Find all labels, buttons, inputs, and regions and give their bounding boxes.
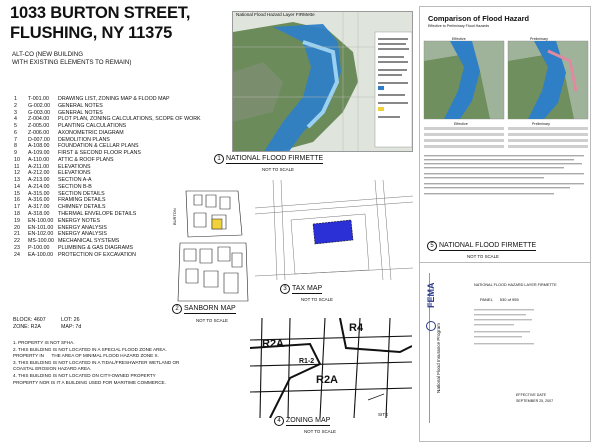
- drawing-list-row: [14, 110, 236, 117]
- map-label: MAP: 7d: [61, 324, 82, 330]
- note-line: PROPERTY NOR IS IT A BUILDING USED FOR MARITIME COMMERCE.: [13, 379, 166, 385]
- zone-r2a-label-2: R2A: [316, 374, 339, 386]
- panel-1-title: NATIONAL FLOOD FIRMETTE: [226, 154, 324, 162]
- panel-1-label: [214, 154, 323, 164]
- drawing-title: ENERGY NOTES: [58, 217, 100, 224]
- project-scope: [12, 51, 212, 67]
- sanborn-street-label: BURTON: [172, 208, 177, 225]
- drawing-number: 8: [14, 143, 17, 150]
- fema-program: National Flood Insurance Program: [436, 323, 441, 393]
- panel-5-title: NATIONAL FLOOD FIRMETTE: [439, 241, 537, 249]
- drawing-code: A-211.00: [28, 163, 50, 170]
- comparison-maps: [420, 31, 592, 201]
- block-lot-info: [13, 317, 133, 331]
- drawing-code: A-108.00: [28, 143, 50, 150]
- drawing-number: 12: [14, 170, 20, 177]
- drawing-title: DEMOLITION PLANS: [58, 136, 110, 143]
- drawing-code: A-315.00: [28, 190, 50, 197]
- zone-r2a-label-1: R2A: [262, 338, 285, 350]
- lot-label: LOT: 26: [61, 317, 80, 323]
- drawing-title: CHIMNEY DETAILS: [58, 204, 106, 211]
- drawing-code: A-213.00: [28, 177, 50, 184]
- drawing-number: 15: [14, 190, 20, 197]
- drawing-list-row: [14, 123, 236, 130]
- drawing-number: 7: [14, 136, 17, 143]
- sanborn-map: [172, 183, 250, 305]
- comparison-bottom-right: Preliminary: [532, 122, 550, 126]
- drawing-number: 23: [14, 244, 20, 251]
- panel-5-label: [427, 241, 536, 251]
- fema-panel-number: 530 of 955: [499, 297, 519, 302]
- drawing-title: SECTION DETAILS: [58, 190, 105, 197]
- flood-notes: [13, 340, 218, 386]
- note-line: 4. THIS BUILDING IS NOT LOCATED ON CITY-OWNED PROPERTY: [13, 372, 156, 378]
- panel-4-label: [274, 416, 330, 426]
- drawing-list-row: [14, 150, 236, 157]
- zoning-map-graphic: [250, 318, 412, 418]
- fema-effective-label: EFFECTIVE DATE: [516, 393, 547, 397]
- drawing-title: MECHANICAL SYSTEMS: [58, 238, 120, 245]
- drawing-title: FOUNDATION & CELLAR PLANS: [58, 143, 139, 150]
- panel-4-number: 4: [274, 416, 284, 426]
- drawing-number: 16: [14, 197, 20, 204]
- zone-r4-label: R4: [349, 322, 364, 334]
- panel-4-title: ZONING MAP: [286, 416, 331, 424]
- panel-1-number: 1: [214, 154, 224, 164]
- drawing-list-row: [14, 157, 236, 164]
- zoning-site-label: SITE: [378, 412, 389, 417]
- scope-line1: ALT-CO (NEW BUILDING: [12, 51, 84, 58]
- drawing-list-row: [14, 137, 236, 144]
- panel-2-number: 2: [172, 304, 182, 314]
- drawing-title: ELEVATIONS: [58, 170, 91, 177]
- drawing-code: EN-102.00: [28, 231, 54, 238]
- panel-5-scale: NOT TO SCALE: [467, 254, 499, 259]
- drawing-number: 21: [14, 231, 20, 238]
- drawing-title: GENERAL NOTES: [58, 102, 103, 109]
- fema-index-graphic: [474, 309, 574, 369]
- drawing-number: 3: [14, 109, 17, 116]
- fema-brand: FEMA: [426, 282, 436, 308]
- project-address-line2: FLUSHING, NY 11375: [10, 24, 173, 42]
- drawing-title: ENERGY ANALYSIS: [58, 224, 107, 231]
- note-line: 1. PROPERTY IS NOT SFHA.: [13, 340, 75, 345]
- note-line: COASTAL EROSION HAZARD AREA.: [13, 366, 92, 372]
- drawing-number: 19: [14, 217, 20, 224]
- panel-3-title: TAX MAP: [292, 284, 323, 292]
- flood-map-graphic: [233, 12, 413, 152]
- drawing-title: ENERGY ANALYSIS: [58, 231, 107, 238]
- drawing-number: 24: [14, 251, 20, 258]
- drawing-code: EA-100.00: [28, 251, 54, 258]
- zone-r12-label: R1-2: [299, 358, 315, 365]
- fema-seal-icon: [426, 321, 436, 331]
- drawing-list-row: [14, 164, 236, 171]
- firmette-map-title: National Flood Hazard Layer FIRMette: [236, 12, 315, 17]
- comparison-bottom-left: Effective: [454, 122, 468, 126]
- drawing-code: A-110.00: [28, 156, 50, 163]
- drawing-code: Z-005.00: [28, 123, 50, 130]
- drawing-number: 4: [14, 116, 17, 123]
- fema-effective-date: SEPTEMBER 25, 2007: [516, 399, 554, 403]
- drawing-code: A-318.00: [28, 211, 50, 218]
- drawing-title: THERMAL ENVELOPE DETAILS: [58, 211, 137, 218]
- drawing-code: EN-101.00: [28, 224, 54, 231]
- drawing-number: 10: [14, 156, 20, 163]
- drawing-number: 22: [14, 238, 20, 245]
- drawing-title: PLANTING CALCULATIONS: [58, 123, 127, 130]
- panel-5-number: 5: [427, 241, 437, 251]
- tax-map-graphic: [255, 180, 413, 280]
- drawing-number: 6: [14, 129, 17, 136]
- fema-firmette-cover: [419, 262, 591, 442]
- drawing-code: A-214.00: [28, 183, 50, 190]
- drawing-title: AXONOMETRIC DIAGRAM: [58, 129, 124, 136]
- zoning-map: [250, 318, 412, 418]
- note-line: PROPERTY IN THE AREA OF MINIMAL FLOOD HAZARD ZONE X.: [13, 353, 159, 359]
- fema-panel-prefix: PANEL: [480, 297, 493, 302]
- drawing-code: G-002.00: [28, 102, 51, 109]
- drawing-code: A-109.00: [28, 150, 50, 157]
- drawing-number: 9: [14, 150, 17, 157]
- drawing-code: Z-004.00: [28, 116, 50, 123]
- zone-label: ZONE: R2A: [13, 324, 41, 330]
- flood-firmette-map: [232, 11, 413, 152]
- drawing-title: DRAWING LIST, ZONING MAP & FLOOD MAP: [58, 96, 170, 102]
- drawing-number: 18: [14, 211, 20, 218]
- drawing-number: 17: [14, 204, 20, 211]
- comparison-col-right: Preliminary: [530, 37, 548, 41]
- drawing-number: 11: [14, 163, 20, 170]
- panel-2-scale: NOT TO SCALE: [196, 318, 228, 323]
- drawing-number: 2: [14, 102, 17, 109]
- tax-map: [255, 180, 413, 280]
- project-address-line1: 1033 BURTON STREET,: [10, 4, 191, 22]
- panel-2-title: SANBORN MAP: [184, 304, 236, 312]
- drawing-code: A-317.00: [28, 204, 50, 211]
- drawing-title: FRAMING DETAILS: [58, 197, 106, 204]
- note-line: 3. THIS BUILDING IS NOT LOCATED IN A TIDAL/FRESHWATER WETLAND OR: [13, 359, 180, 365]
- drawing-title: PROTECTION OF EXCAVATION: [58, 251, 136, 258]
- drawing-list-row: [14, 130, 236, 137]
- drawing-code: G-003.00: [28, 109, 51, 116]
- drawing-list-row: [14, 96, 236, 103]
- drawing-code: Z-006.00: [28, 129, 50, 136]
- drawing-number: 5: [14, 123, 17, 130]
- drawing-list-row: [14, 143, 236, 150]
- drawing-number: 1: [14, 96, 17, 102]
- drawing-code: EN-100.00: [28, 217, 54, 224]
- drawing-number: 13: [14, 177, 20, 184]
- comparison-col-left: Effective: [452, 37, 466, 41]
- drawing-code: P-100.00: [28, 244, 50, 251]
- panel-4-scale: NOT TO SCALE: [304, 429, 336, 434]
- panel-3-scale: NOT TO SCALE: [301, 297, 333, 302]
- drawing-code: MS-100.00: [28, 238, 54, 245]
- scope-line2: WITH EXISTING ELEMENTS TO REMAIN): [12, 59, 132, 66]
- drawing-title: PLOT PLAN, ZONING CALCULATIONS, SCOPE OF WORK: [58, 116, 201, 123]
- drawing-title: FIRST & SECOND FLOOR PLANS: [58, 150, 141, 157]
- drawing-code: T-001.00: [28, 96, 49, 102]
- comparison-title: Comparison of Flood Hazard: [428, 14, 530, 23]
- comparison-subtitle: Effective to Preliminary Flood Hazards: [428, 24, 490, 28]
- note-line: 2. THIS BUILDING IS NOT LOCATED IN A SPECIAL FLOOD ZONE AREA.: [13, 346, 167, 352]
- drawing-list-row: [14, 116, 236, 123]
- panel-3-number: 3: [280, 284, 290, 294]
- drawing-title: SECTION B-B: [58, 183, 92, 190]
- drawing-title: PLUMBING & GAS DIAGRAMS: [58, 244, 134, 251]
- drawing-code: A-316.00: [28, 197, 50, 204]
- drawing-list-row: [14, 103, 236, 110]
- panel-1-scale: NOT TO SCALE: [262, 167, 294, 172]
- block-label: BLOCK: 4607: [13, 317, 46, 323]
- drawing-title: GENERAL NOTES: [58, 109, 103, 116]
- fema-panel-row: [480, 297, 519, 302]
- drawing-title: SECTION A-A: [58, 177, 92, 184]
- panel-3-label: [280, 284, 322, 294]
- fema-doc-title: NATIONAL FLOOD HAZARD LAYER FIRMETTE: [474, 283, 557, 287]
- drawing-title: ELEVATIONS: [58, 163, 91, 170]
- panel-2-label: [172, 304, 236, 314]
- drawing-number: 20: [14, 224, 20, 231]
- drawing-list-row: [14, 170, 236, 177]
- drawing-code: D-007.00: [28, 136, 50, 143]
- drawing-number: 14: [14, 183, 20, 190]
- drawing-code: A-212.00: [28, 170, 50, 177]
- sanborn-map-graphic: [172, 183, 250, 305]
- drawing-title: ATTIC & ROOF PLANS: [58, 156, 114, 163]
